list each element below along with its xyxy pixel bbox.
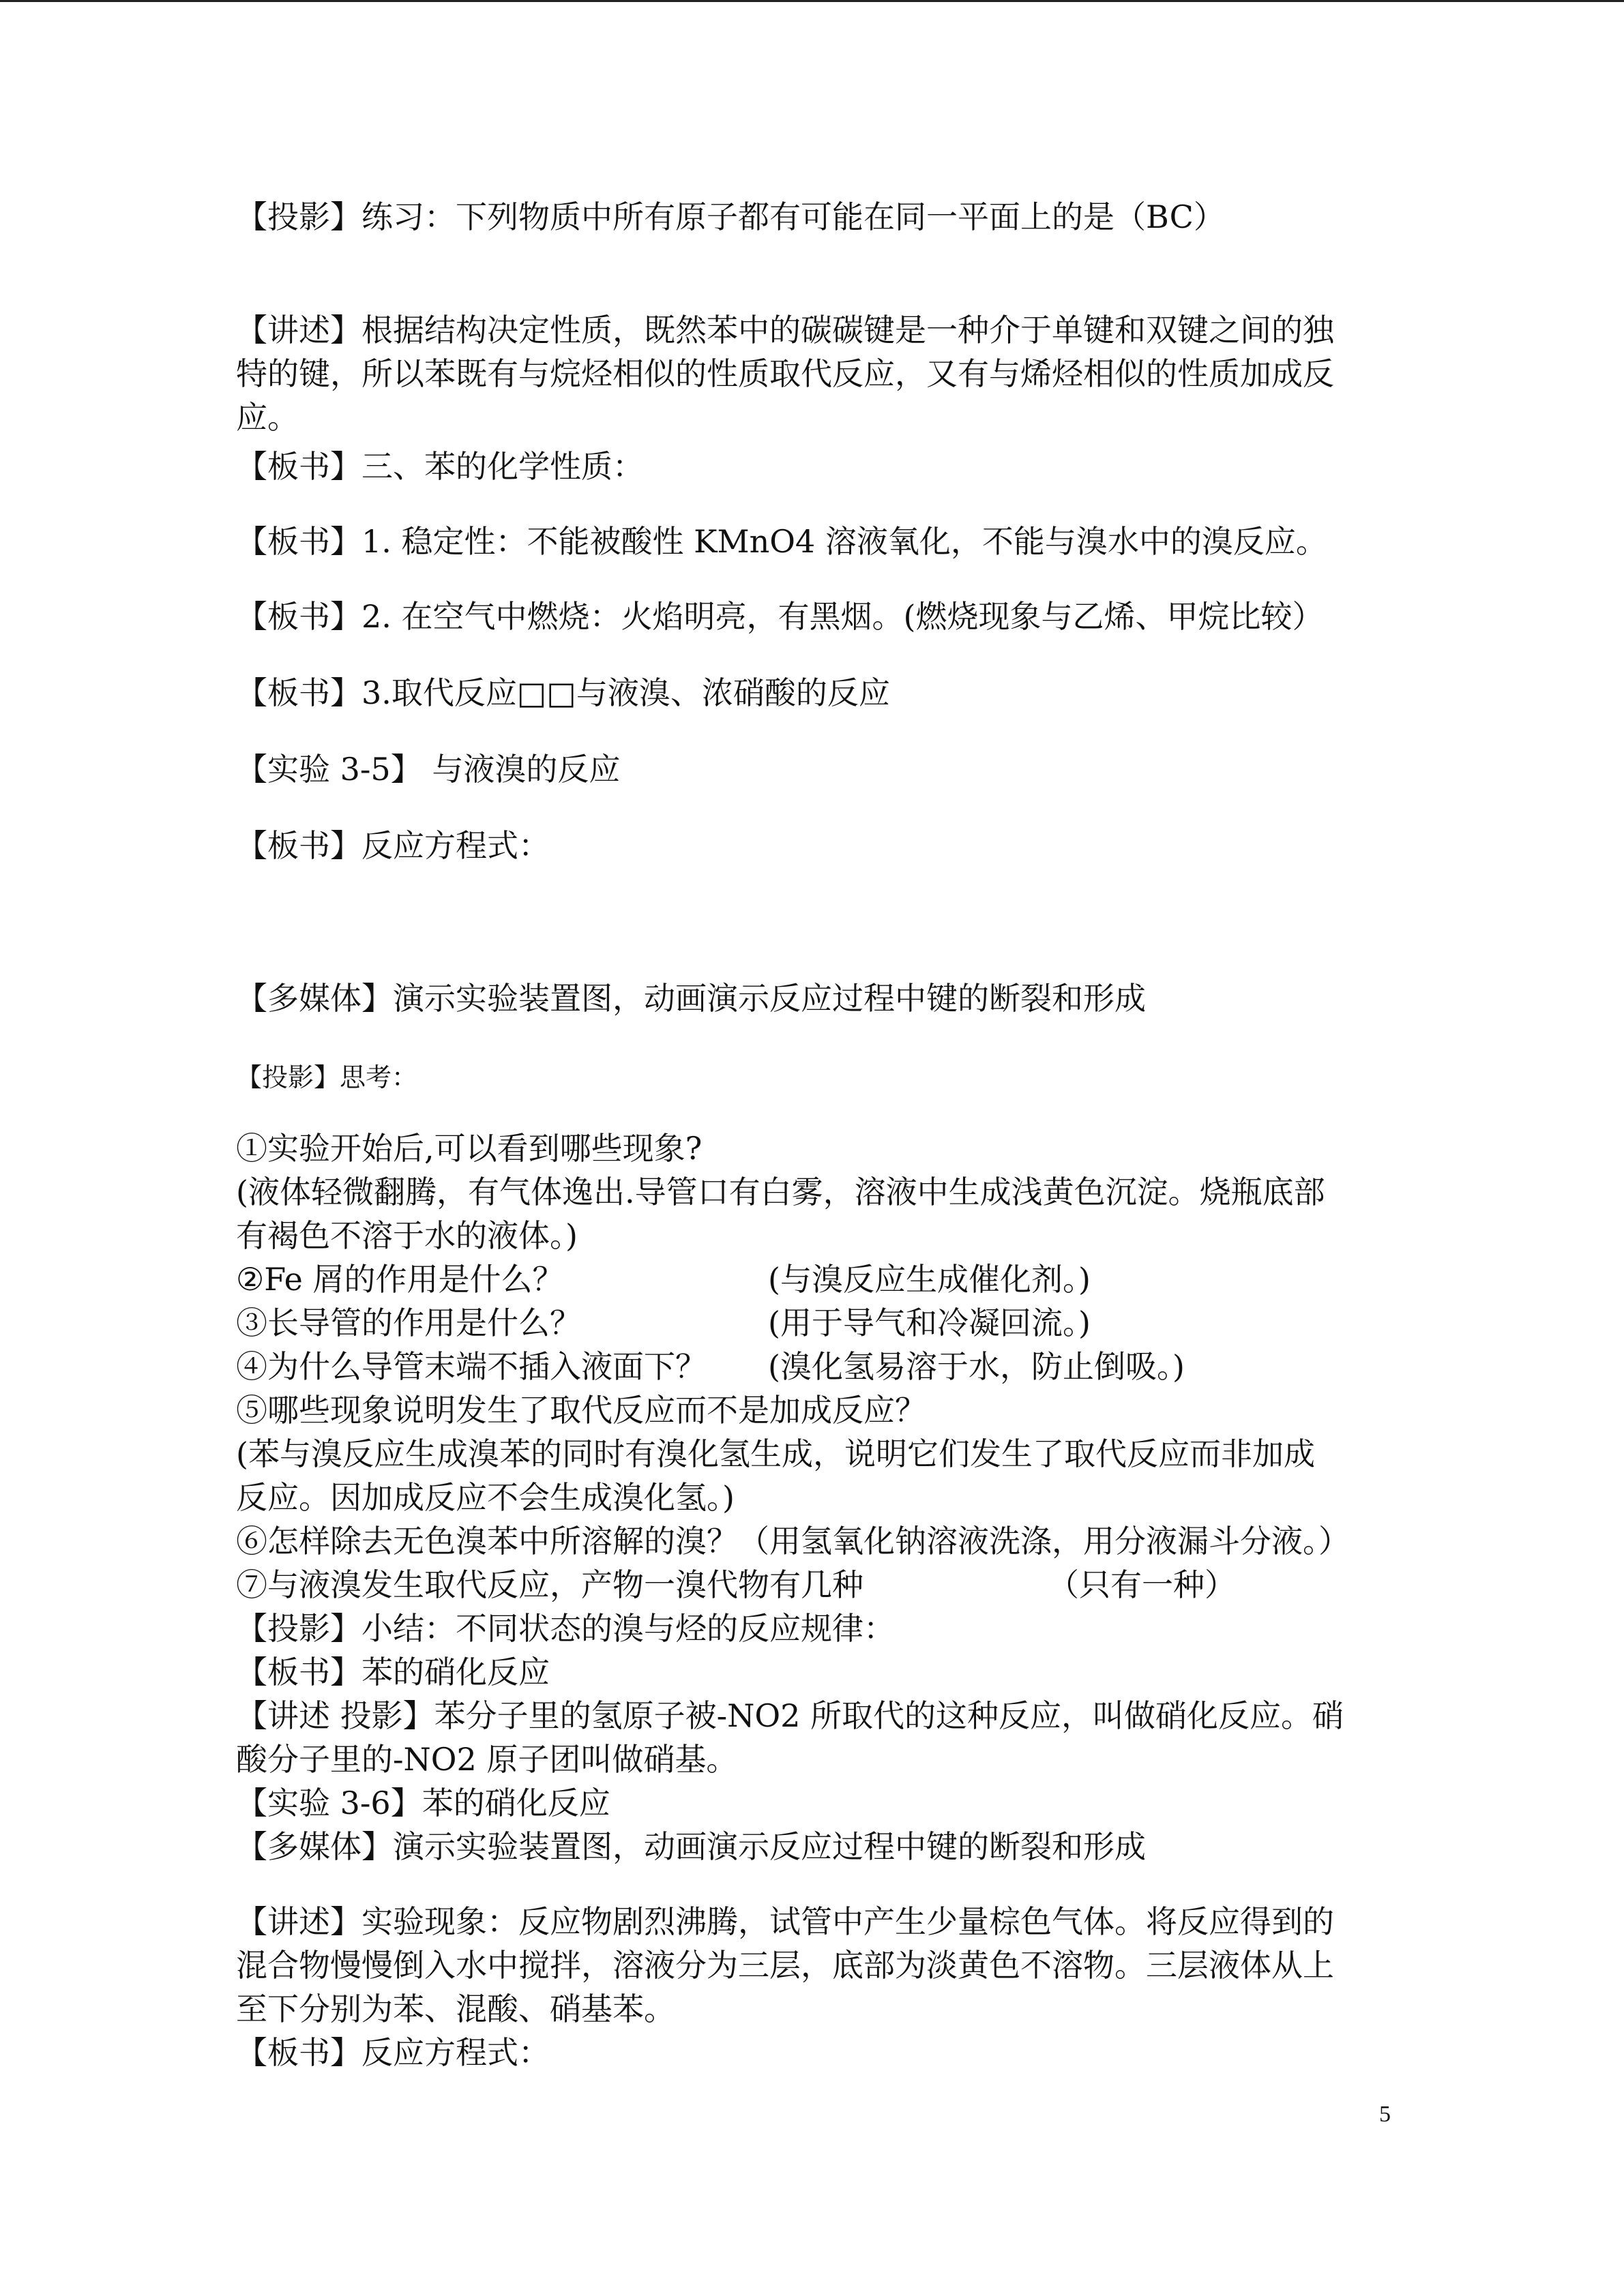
text-line: ⑤哪些现象说明发生了取代反应而不是加成反应？ [236, 1392, 926, 1429]
question: ④为什么导管末端不插入液面下？ [236, 1348, 707, 1385]
text-line: 【板书】3.取代反应□□与液溴、浓硝酸的反应 [236, 674, 890, 711]
text-line: 【投影】小结：不同状态的溴与烃的反应规律： [236, 1610, 895, 1647]
question: ③长导管的作用是什么？ [236, 1304, 581, 1341]
text-line: 至下分别为苯、混酸、硝基苯。 [236, 1991, 675, 2027]
text-line: 【板书】反应方程式： [236, 2034, 550, 2071]
text-line: 【实验 3-6】苯的硝化反应 [236, 1785, 610, 1821]
text-line: 【多媒体】演示实验装置图，动画演示反应过程中键的断裂和形成 [236, 980, 1146, 1017]
text-line: 【讲述】实验现象：反应物剧烈沸腾，试管中产生少量棕色气体。将反应得到的 [236, 1903, 1334, 1940]
question: ⑦与液溴发生取代反应，产物一溴代物有几种 [236, 1566, 863, 1603]
text-line: 【讲述】根据结构决定性质，既然苯中的碳碳键是一种介于单键和双键之间的独 [236, 312, 1334, 348]
text-line: (液体轻微翻腾，有气体逸出.导管口有白雾，溶液中生成浅黄色沉淀。烧瓶底部 [236, 1174, 1325, 1210]
text-line [236, 1563, 1409, 1607]
answer: （只有一种） [1048, 1566, 1236, 1603]
text-line [236, 1301, 1409, 1345]
text-line: 反应。因加成反应不会生成溴化氢。) [236, 1479, 735, 1516]
text-line: 【讲述 投影】苯分子里的氢原子被-NO2 所取代的这种反应，叫做硝化反应。硝 [236, 1697, 1344, 1734]
text-line: 【投影】思考： [236, 1062, 418, 1092]
text-line: 【投影】练习：下列物质中所有原子都有可能在同一平面上的是（BC） [236, 198, 1225, 235]
text-line: 【板书】反应方程式： [236, 827, 550, 864]
page-number: 5 [1379, 2102, 1391, 2127]
answer: (溴化氢易溶于水，防止倒吸。) [768, 1348, 1185, 1385]
text-line: ①实验开始后,可以看到哪些现象? [236, 1130, 703, 1167]
text-line: (苯与溴反应生成溴苯的同时有溴化氢生成，说明它们发生了取代反应而非加成 [236, 1435, 1315, 1472]
text-line [236, 1257, 1409, 1301]
text-line: 【板书】苯的硝化反应 [236, 1654, 550, 1690]
question: ②Fe 屑的作用是什么？ [236, 1261, 564, 1298]
text-line: 【实验 3-5】 与液溴的反应 [236, 751, 621, 788]
text-line: 【板书】2. 在空气中燃烧：火焰明亮，有黑烟。(燃烧现象与乙烯、甲烷比较） [236, 598, 1324, 635]
top-border [0, 0, 1624, 2]
text-line: 有褐色不溶于水的液体。) [236, 1217, 578, 1254]
text-line: 特的键，所以苯既有与烷烃相似的性质取代反应，又有与烯烃相似的性质加成反 [236, 355, 1334, 392]
text-line: 【板书】三、苯的化学性质： [236, 448, 644, 485]
text-line [236, 1345, 1409, 1388]
text-line: 酸分子里的-NO2 原子团叫做硝基。 [236, 1741, 738, 1778]
text-line: 混合物慢慢倒入水中搅拌，溶液分为三层，底部为淡黄色不溶物。三层液体从上 [236, 1947, 1334, 1984]
text-line: 应。 [236, 399, 299, 436]
text-line: 【板书】1. 稳定性：不能被酸性 KMnO4 溶液氧化，不能与溴水中的溴反应。 [236, 523, 1327, 560]
answer: (与溴反应生成催化剂。) [768, 1261, 1091, 1298]
answer: (用于导气和冷凝回流。) [768, 1304, 1091, 1341]
text-line: ⑥怎样除去无色溴苯中所溶解的溴？（用氢氧化钠溶液洗涤，用分液漏斗分液。） [236, 1523, 1350, 1560]
text-line: 【多媒体】演示实验装置图，动画演示反应过程中键的断裂和形成 [236, 1828, 1146, 1865]
